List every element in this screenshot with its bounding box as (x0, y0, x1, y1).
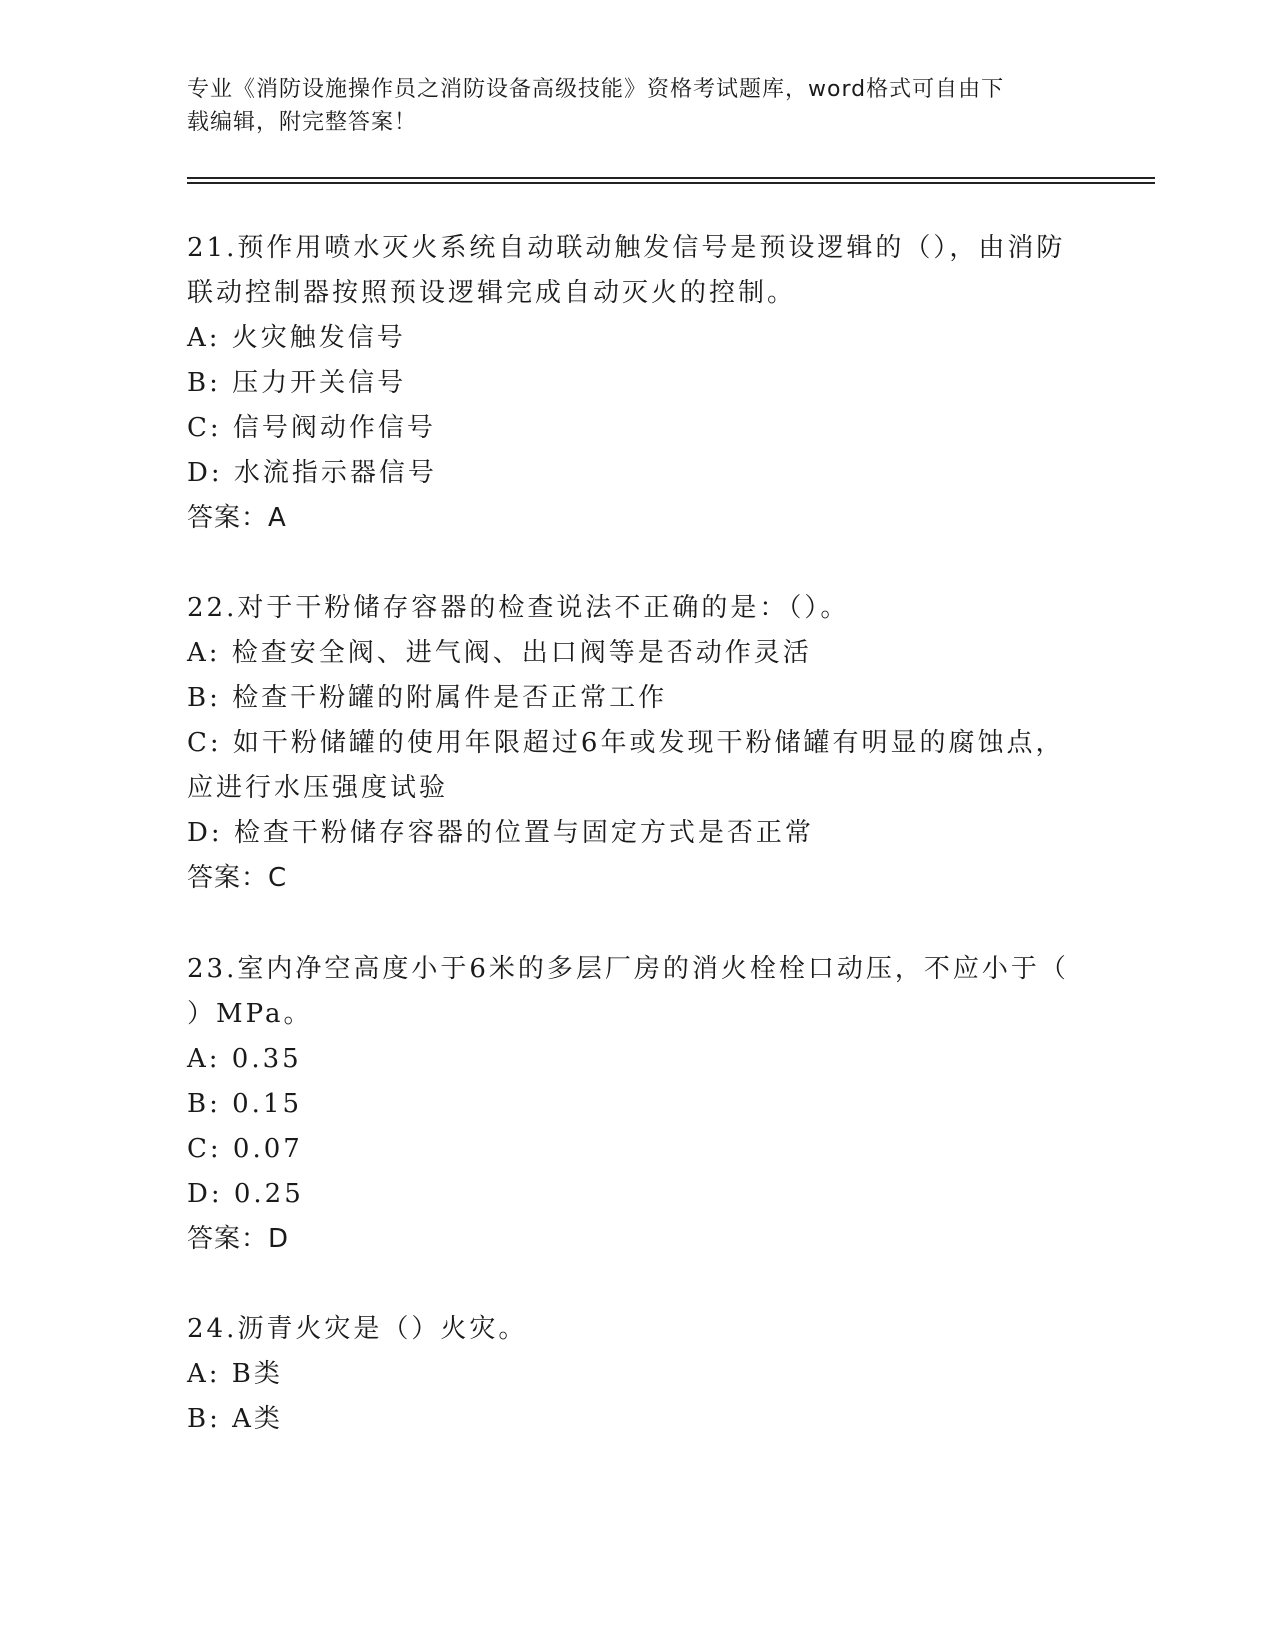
question-21-option-c: C: 信号阀动作信号 (187, 413, 436, 443)
question-21-option-d: D: 水流指示器信号 (187, 458, 437, 488)
question-22-option-a: A: 检查安全阀、进气阀、出口阀等是否动作灵活 (187, 638, 812, 668)
question-22-option-c-continued: 应进行水压强度试验 (187, 773, 449, 803)
question-23-text-line-2: ）MPa。 (187, 999, 313, 1029)
question-22-option-b: B: 检查干粉罐的附属件是否正常工作 (187, 683, 668, 713)
question-21-answer: 答案：A (187, 503, 287, 533)
question-21-text-line-2: 联动控制器按照预设逻辑完成自动灭火的控制。 (187, 278, 797, 308)
question-22-answer: 答案：C (187, 863, 288, 893)
question-22-option-c: C: 如干粉储罐的使用年限超过6年或发现干粉储罐有明显的腐蚀点， (187, 728, 1065, 758)
question-22-text-line-1: 22.对于干粉储存容器的检查说法不正确的是：（）。 (187, 593, 850, 623)
question-23-answer: 答案：D (187, 1224, 290, 1254)
question-21-option-a: A: 火灾触发信号 (187, 323, 406, 353)
document-header (187, 73, 1087, 139)
header-divider-top (187, 177, 1155, 179)
header-divider-bottom (187, 182, 1155, 184)
question-21-option-b: B: 压力开关信号 (187, 368, 407, 398)
question-21-text-line-1: 21.预作用喷水灭火系统自动联动触发信号是预设逻辑的（），由消防 (187, 233, 1066, 263)
question-23-option-a: A: 0.35 (187, 1044, 302, 1074)
header-line-1: 专业《消防设施操作员之消防设备高级技能》资格考试题库，word格式可自由下 (187, 77, 1005, 102)
question-23-option-d: D: 0.25 (187, 1179, 304, 1209)
question-24-option-b: B: A类 (187, 1404, 283, 1434)
question-23-option-c: C: 0.07 (187, 1134, 303, 1164)
question-23-text-line-1: 23.室内净空高度小于6米的多层厂房的消火栓栓口动压，不应小于（ (187, 954, 1069, 984)
question-23-option-b: B: 0.15 (187, 1089, 303, 1119)
question-22-option-d: D: 检查干粉储存容器的位置与固定方式是否正常 (187, 818, 814, 848)
question-24-option-a: A: B类 (187, 1359, 283, 1389)
question-24-text-line-1: 24.沥青火灾是（）火灾。 (187, 1314, 528, 1344)
header-line-2: 载编辑，附完整答案！ (187, 110, 418, 135)
